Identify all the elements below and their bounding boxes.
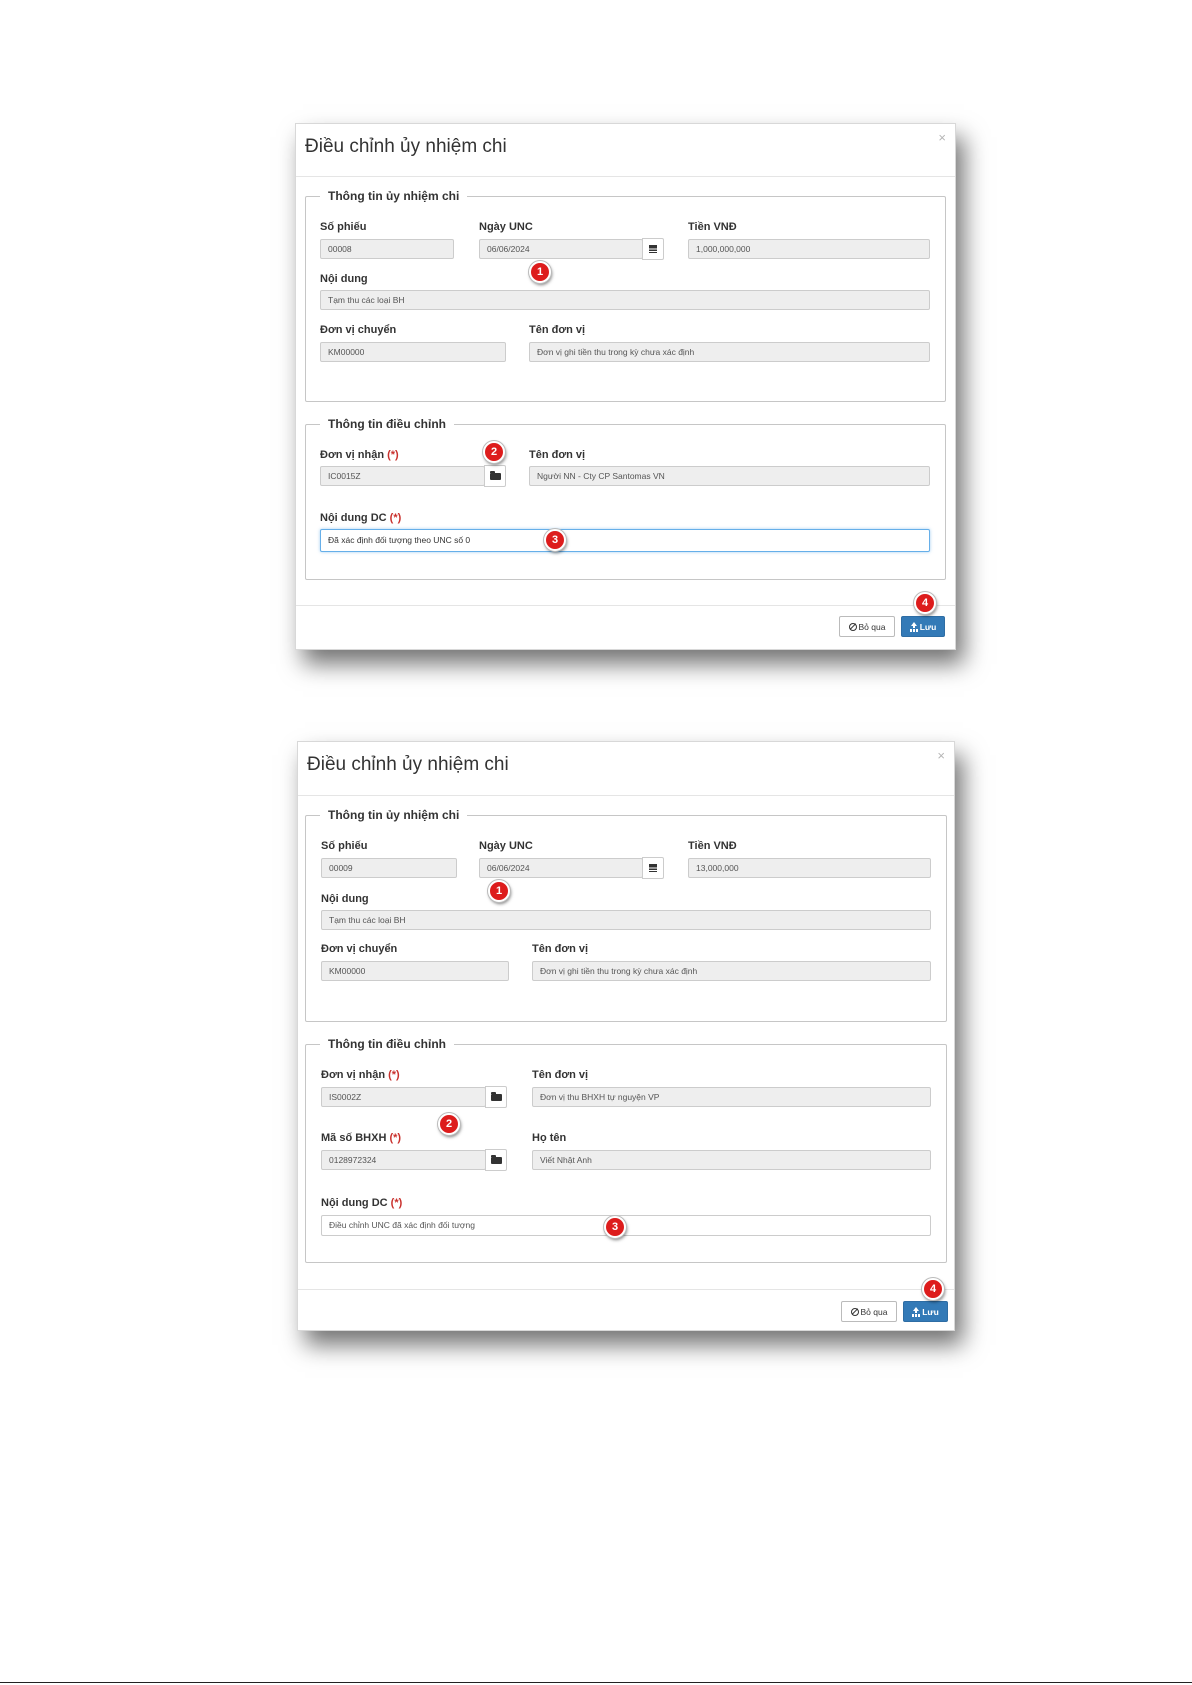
receiver-unit-label: Đơn vị nhận (*) <box>321 1069 400 1081</box>
unit-name-label: Tên đơn vị <box>529 324 586 336</box>
payment-order-info-section <box>305 808 947 1022</box>
dialog-title: Điều chỉnh ủy nhiệm chi <box>307 754 509 775</box>
step-marker-3: 3 <box>544 529 566 551</box>
full-name-field[interactable]: Viết Nhật Anh <box>532 1150 931 1170</box>
header-divider <box>298 795 954 796</box>
adjustment-info-section <box>305 1037 947 1263</box>
amount-vnd-label: Tiền VNĐ <box>688 840 737 852</box>
step-marker-4: 4 <box>922 1278 944 1300</box>
folder-open-icon <box>491 1157 502 1164</box>
unc-date-field[interactable]: 06/06/2024 <box>479 239 643 259</box>
voucher-number-label: Số phiếu <box>320 221 367 233</box>
required-mark: (*) <box>389 512 402 524</box>
amount-vnd-field[interactable]: 13,000,000 <box>688 858 931 878</box>
section-legend: Thông tin ủy nhiệm chi <box>320 189 467 203</box>
unit-name-field[interactable]: Đơn vị ghi tiền thu trong kỳ chưa xác định <box>529 342 930 362</box>
social-insurance-number-label: Mã số BHXH (*) <box>321 1132 402 1144</box>
adjust-content-label: Nội dung DC (*) <box>321 1197 403 1209</box>
browse-insured-button[interactable] <box>485 1149 507 1171</box>
social-insurance-number-field[interactable]: 0128972324 <box>321 1150 486 1170</box>
step-marker-2: 2 <box>483 441 505 463</box>
unit-name-field[interactable]: Người NN - Cty CP Santomas VN <box>529 466 930 486</box>
date-picker-button[interactable] <box>642 238 664 260</box>
voucher-number-field[interactable]: 00008 <box>320 239 454 259</box>
content-label: Nội dung <box>321 893 369 905</box>
save-button[interactable]: Lưu <box>903 1301 948 1322</box>
receiver-unit-label: Đơn vị nhận (*) <box>320 449 399 461</box>
close-icon[interactable]: × <box>937 748 945 763</box>
full-name-label: Họ tên <box>532 1132 567 1144</box>
browse-receiver-button[interactable] <box>485 1086 507 1108</box>
payment-order-info-section <box>305 189 946 402</box>
amount-vnd-label: Tiền VNĐ <box>688 221 737 233</box>
date-picker-button[interactable] <box>642 857 664 879</box>
sender-unit-field[interactable]: KM00000 <box>320 342 506 362</box>
adjust-content-input[interactable]: Điều chỉnh UNC đã xác định đối tượng <box>321 1215 931 1236</box>
amount-vnd-field[interactable]: 1,000,000,000 <box>688 239 930 259</box>
unit-name-label: Tên đơn vị <box>529 449 586 461</box>
step-marker-3: 3 <box>604 1216 626 1238</box>
required-mark: (*) <box>388 1069 400 1081</box>
sender-unit-field[interactable]: KM00000 <box>321 961 509 981</box>
voucher-number-field[interactable]: 00009 <box>321 858 457 878</box>
receiver-unit-field[interactable]: IC0015Z <box>320 466 485 486</box>
adjust-content-label: Nội dung DC (*) <box>320 512 402 524</box>
content-label: Nội dung <box>320 273 368 285</box>
adjust-payment-order-dialog-2 <box>297 741 955 1331</box>
section-legend: Thông tin điều chỉnh <box>320 417 454 431</box>
required-mark: (*) <box>389 1132 402 1144</box>
dialog-title: Điều chỉnh ủy nhiệm chi <box>305 136 507 157</box>
folder-open-icon <box>491 1094 502 1101</box>
required-mark: (*) <box>390 1197 403 1209</box>
unit-name-field[interactable]: Đơn vị thu BHXH tự nguyện VP <box>532 1087 931 1107</box>
save-button[interactable]: Lưu <box>901 616 945 637</box>
browse-receiver-button[interactable] <box>484 465 506 487</box>
step-marker-1: 1 <box>488 880 510 902</box>
content-field[interactable]: Tạm thu các loại BH <box>320 290 930 310</box>
sender-unit-label: Đơn vị chuyển <box>321 943 398 955</box>
unc-date-field[interactable]: 06/06/2024 <box>479 858 643 878</box>
unc-date-label: Ngày UNC <box>479 840 533 852</box>
header-divider <box>296 176 955 177</box>
calendar-icon <box>649 864 657 872</box>
page-bottom-rule <box>0 1682 1192 1683</box>
cancel-button[interactable]: Bỏ qua <box>841 1301 897 1322</box>
unit-name-label: Tên đơn vị <box>532 943 589 955</box>
step-marker-4: 4 <box>914 592 936 614</box>
step-marker-2: 2 <box>438 1113 460 1135</box>
receiver-unit-field[interactable]: IS0002Z <box>321 1087 486 1107</box>
calendar-icon <box>649 245 657 253</box>
unit-name-field[interactable]: Đơn vị ghi tiền thu trong kỳ chưa xác định <box>532 961 931 981</box>
section-legend: Thông tin điều chỉnh <box>320 1037 454 1051</box>
adjust-content-input[interactable]: Đã xác định đối tượng theo UNC số 0 <box>320 529 930 552</box>
sender-unit-label: Đơn vị chuyển <box>320 324 397 336</box>
content-field[interactable]: Tạm thu các loại BH <box>321 910 931 930</box>
adjustment-info-section <box>305 417 946 580</box>
unc-date-label: Ngày UNC <box>479 221 533 233</box>
ban-icon <box>849 623 857 631</box>
section-legend: Thông tin ủy nhiệm chi <box>320 808 467 822</box>
footer-divider <box>298 1289 954 1290</box>
upload-icon <box>910 622 918 631</box>
adjust-payment-order-dialog-1 <box>295 123 956 650</box>
upload-icon <box>912 1307 920 1316</box>
folder-open-icon <box>490 473 501 480</box>
cancel-button[interactable]: Bỏ qua <box>839 616 895 637</box>
ban-icon <box>851 1308 859 1316</box>
voucher-number-label: Số phiếu <box>321 840 368 852</box>
step-marker-1: 1 <box>529 261 551 283</box>
required-mark: (*) <box>387 449 399 461</box>
unit-name-label: Tên đơn vị <box>532 1069 589 1081</box>
footer-divider <box>296 605 955 606</box>
close-icon[interactable]: × <box>938 130 946 145</box>
